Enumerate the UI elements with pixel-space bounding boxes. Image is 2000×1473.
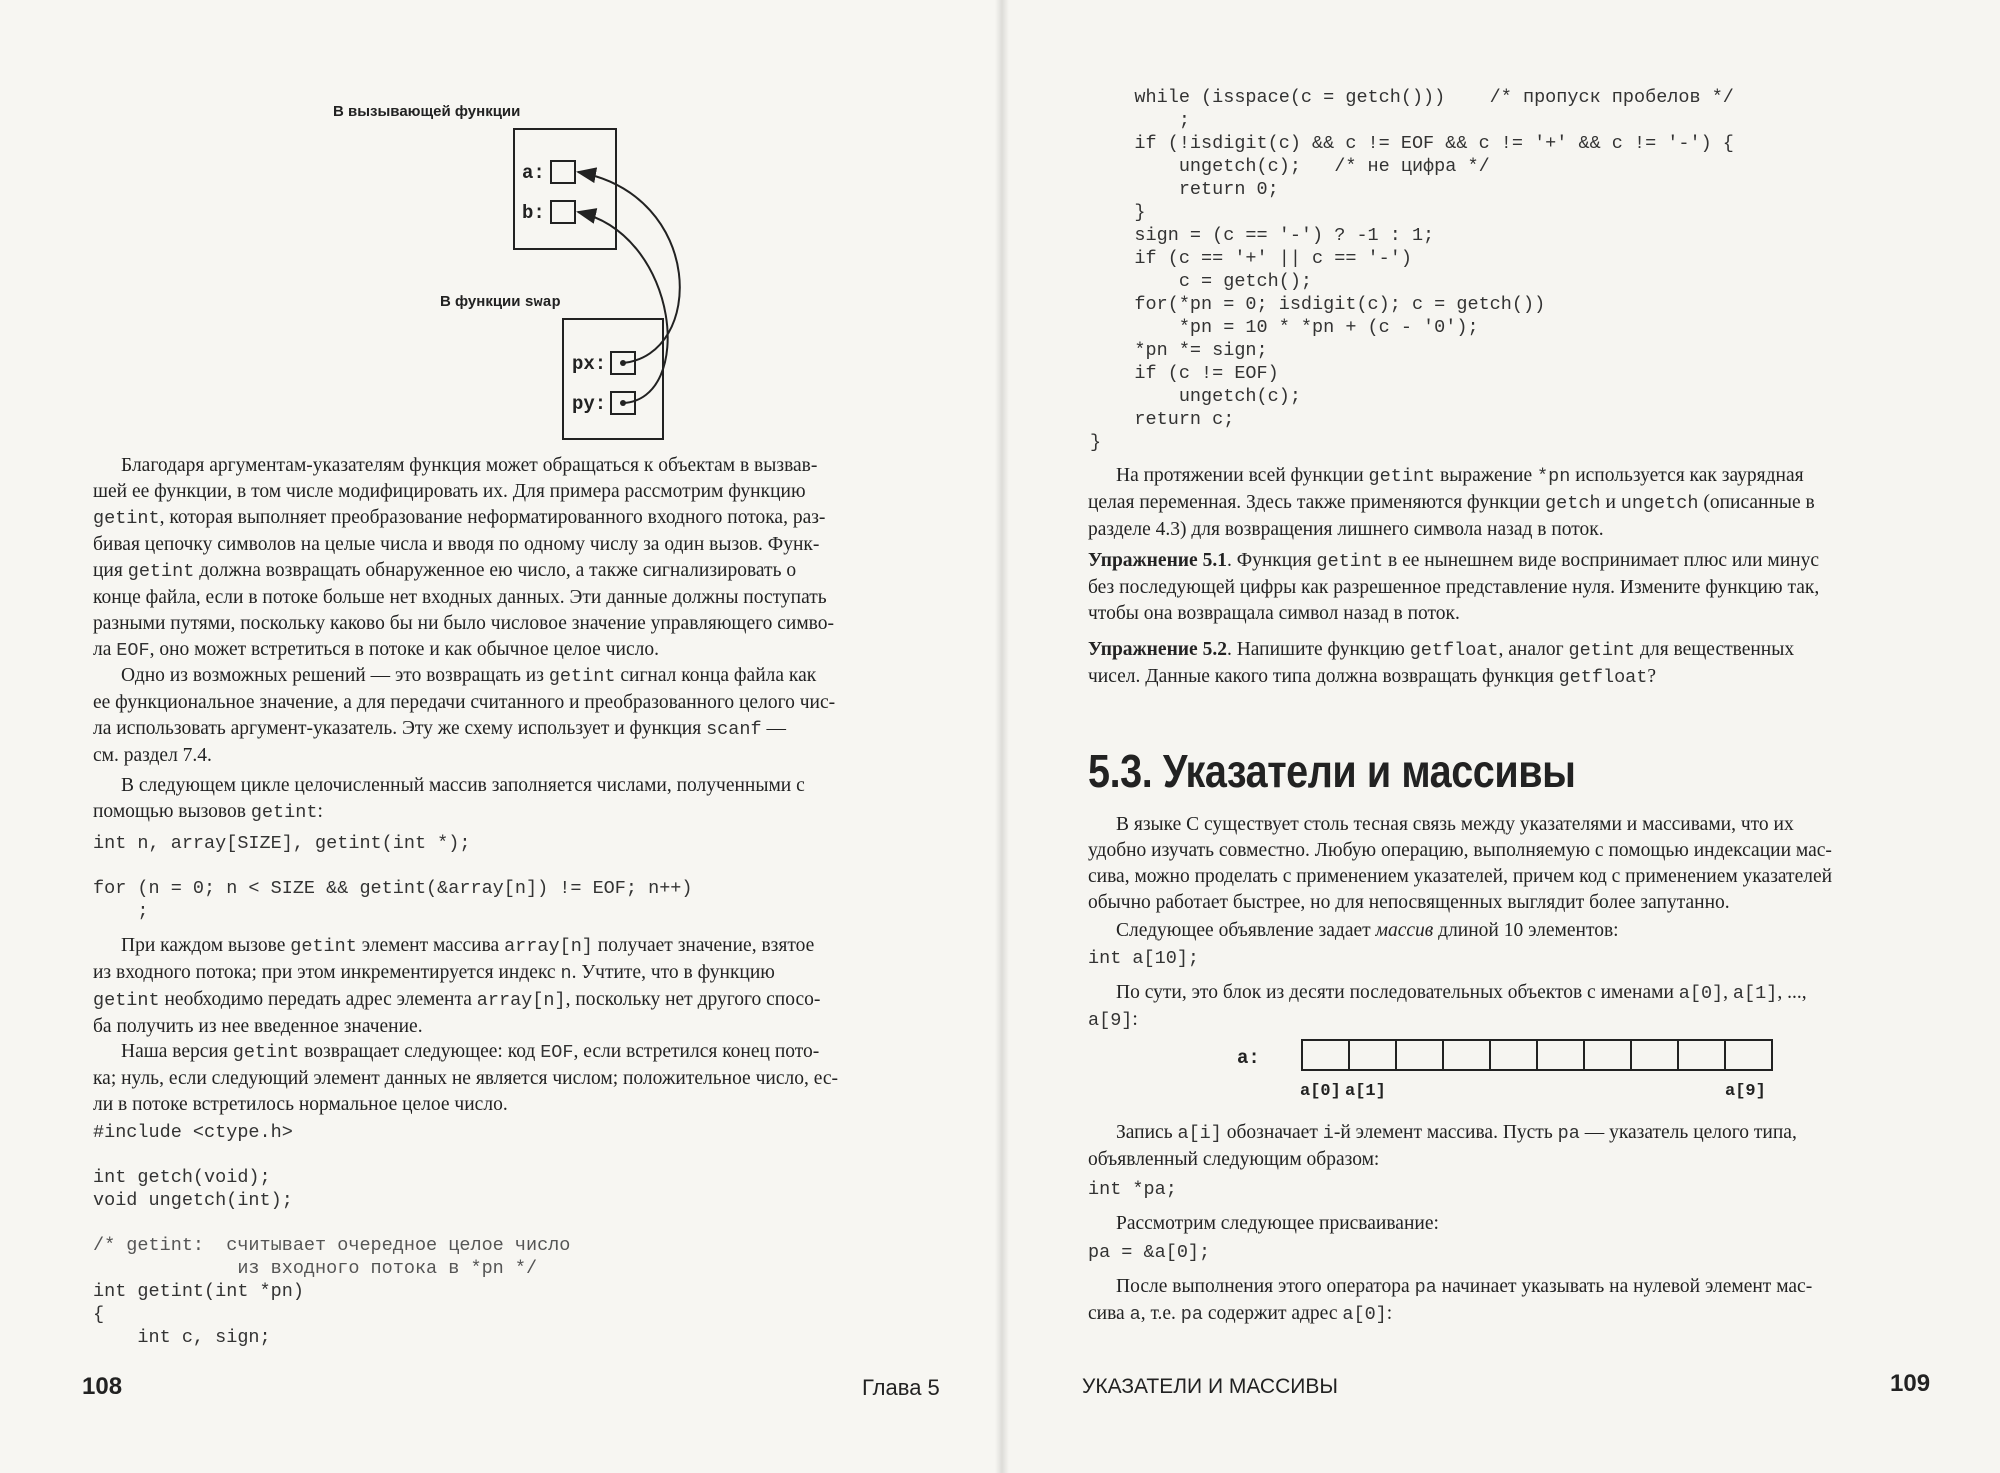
code-line: pa = &a[0]; [1088,1242,1211,1263]
array-cell [1584,1040,1631,1070]
paragraph-2 [93,663,931,769]
paragraph-9 [1088,980,1918,1034]
code-getint: getint [1568,640,1636,661]
text-span: , поскольку нет другого спосо- [565,989,821,1010]
text-line [93,933,931,960]
text-line: обычно работает быстрее, но для непосвященных выглядит более запутанно. [1088,892,1730,913]
text-line: Благодаря аргументам-указателям функция может обращаться к объектам в вызвав- [121,455,818,476]
paragraph-4 [93,933,931,1040]
code-line: if (c == '+' || c == '-') [1090,248,1412,269]
code-line: for (n = 0; n < SIZE && getint(&array[n]) != EOF; n++) [93,878,693,899]
code-line: int c, sign; [93,1327,271,1348]
text-span: Запись [1116,1122,1178,1143]
code-getint: getint [93,990,160,1011]
text-line: см. раздел 7.4. [93,745,212,766]
code-line: int getch(void); [93,1167,271,1188]
code-a: a [1129,1304,1141,1325]
array-cell [1678,1040,1725,1070]
text-line: ка; нуль, если следующий элемент данных не является числом; положительное число, ес- [93,1068,838,1089]
text-line: ли в потоке встретилось нормальное целое число. [93,1094,508,1115]
text-span: , аналог [1498,639,1569,660]
array-cell [1490,1040,1537,1070]
code-a0: a[0] [1678,983,1724,1004]
text-line [1088,1274,1918,1301]
text-span: целая переменная. Здесь также применяются функции [1088,492,1546,513]
code-getint: getint [232,1042,300,1063]
text-line [93,505,931,532]
text-span: Одно из возможных решений — это возвращать из [121,665,549,686]
text-line [1088,918,1918,944]
array-cell [1443,1040,1490,1070]
text-span: и [1600,492,1621,513]
code-getint: getint [1316,551,1384,572]
code-getint: getint [1368,466,1436,487]
code-line: int getint(int *pn) [93,1281,304,1302]
text-span: из входного потока; при этом инкрементируется индекс [93,962,561,983]
code-getint: getint [127,561,195,582]
code-comment-line: /* getint: считывает очередное целое число [93,1235,571,1256]
code-line: while (isspace(c = getch())) /* пропуск пробелов */ [1090,87,1734,108]
text-line [1088,637,1918,664]
exercise-5-1 [1088,548,1918,627]
array-cell [1725,1040,1772,1070]
code-line: } [1090,202,1146,223]
text-span: Следующее объявление задает [1116,920,1376,941]
paragraph-11 [1088,1211,1918,1237]
pointer-diagram [300,100,700,445]
text-span: выражение [1435,465,1538,486]
code-line: } [1090,432,1102,453]
code-eof: EOF [540,1042,574,1063]
paragraph-10 [1088,1120,1918,1173]
code-line: ; [1090,110,1190,131]
running-head-left: Глава 5 [862,1375,940,1400]
text-line: Рассмотрим следующее присваивание: [1116,1213,1439,1234]
text-span: (описанные в [1698,492,1815,513]
array-cell [1349,1040,1396,1070]
text-line: объявленный следующим образом: [1088,1149,1380,1170]
text-line: ее функциональное значение, а для передачи считанного и преобразованного целого чис- [93,692,836,713]
text-span: сива [1088,1303,1130,1324]
right-page [1000,0,2000,1473]
code-pa: pa [1557,1123,1580,1144]
text-span: ла [93,639,117,660]
text-line [93,1039,931,1066]
py-to-b-arrow [578,212,668,403]
array-first-label: a[0] [1300,1082,1341,1101]
text-line: разделе 4.3) для возвращения лишнего символа назад в поток. [1088,519,1604,540]
code-line: ungetch(c); /* не цифра */ [1090,156,1490,177]
array-cell [1302,1040,1349,1070]
exercise-title: Упражнение 5.2 [1088,639,1227,660]
text-line: без последующей цифры как разрешенное представление нуля. Измените функцию так, [1088,577,1820,598]
text-span: : [1132,1009,1138,1030]
code-line: int a[10]; [1088,948,1200,969]
text-span: используется как заурядная [1570,465,1804,486]
array-cell [1396,1040,1443,1070]
paragraph-5 [93,1039,931,1118]
text-line [1088,664,1918,691]
running-head-right: УКАЗАТЕЛИ И МАССИВЫ [1082,1375,1338,1398]
exercise-5-2 [1088,637,1918,691]
code-line: *pn = 10 * *pn + (c - '0'); [1090,317,1479,338]
text-line: сива, можно проделать с применением указателей, причем код с применением указателей [1088,866,1833,887]
text-line [1088,490,1918,517]
text-span: начинает указывать на нулевой элемент мас- [1436,1276,1813,1297]
text-span: , ..., [1777,982,1807,1003]
text-span: получает значение, взятое [592,935,815,956]
paragraph-6 [1088,463,1918,543]
text-span: При каждом вызове [121,935,291,956]
text-span: Наша версия [121,1041,233,1062]
text-span: По сути, это блок из десяти последовательных объектов с именами [1116,982,1679,1003]
code-pa: pa [1414,1277,1437,1298]
text-line [93,716,931,743]
array-cell [1631,1040,1678,1070]
emphasis: массив [1375,920,1434,941]
array-cell [1537,1040,1584,1070]
paragraph-7 [1088,812,1918,916]
text-line: разными путями, поскольку каково бы ни было числовое значение управляющего симво- [93,613,834,634]
text-line: В языке C существует столь тесная связь между указателями и массивами, что их [1116,814,1794,835]
text-line: В следующем цикле целочисленный массив заполняется числами, полученными с [121,775,805,796]
paragraph-3 [93,773,931,826]
code-line: int n, array[SIZE], getint(int *); [93,833,471,854]
book-spine-shadow [995,0,1009,1473]
array-last-label: a[9] [1725,1082,1766,1101]
text-span: ла использовать аргумент-указатель. Эту же схему использует и функция [93,718,707,739]
code-getfloat: getfloat [1558,667,1648,688]
paragraph-12 [1088,1274,1918,1328]
code-line: sign = (c == '-') ? -1 : 1; [1090,225,1435,246]
text-line [1088,1120,1918,1147]
code-i: i [1322,1123,1334,1144]
text-span: , если встретился конец пото- [573,1041,820,1062]
text-span: — [761,718,786,739]
text-span: содержит адрес [1203,1303,1343,1324]
text-span: , оно может встретиться в потоке и как обычное целое число. [149,639,659,660]
code-line: return c; [1090,409,1235,430]
text-span: На протяжении всей функции [1116,465,1369,486]
text-span: возвращает следующее: код [299,1041,541,1062]
code-getint: getint [290,936,357,957]
text-line [93,663,931,690]
code-line: return 0; [1090,179,1279,200]
text-span: : [317,801,323,822]
text-span: ция [93,560,128,581]
text-line: конце файла, если в потоке больше нет входных данных. Эти данные должны поступать [93,587,827,608]
text-span: помощью вызовов [93,801,251,822]
text-span: должна возвращать обнаруженное ею число, а также сигнализировать о [194,560,797,581]
code-line: if (!isdigit(c) && c != EOF && c != '+' && c != '-') { [1090,133,1734,154]
code-getch: getch [1545,493,1601,514]
array-cells [1000,1037,2000,1077]
code-line: { [93,1304,105,1325]
text-span: элемент массива [356,935,505,956]
text-span: , т.е. [1140,1303,1181,1324]
text-line [1088,463,1918,490]
text-span: в ее нынешнем виде воспринимает плюс или минус [1383,550,1820,571]
text-span: , [1723,982,1733,1003]
swap-label-name: swap [524,294,561,311]
text-line: шей ее функции, в том числе модифицировать их. Для примера рассмотрим функцию [93,481,806,502]
code-getint: getint [93,508,160,529]
code-line: for(*pn = 0; isdigit(c); c = getch()) [1090,294,1546,315]
code-line: c = getch(); [1090,271,1313,292]
text-span: После выполнения этого оператора [1116,1276,1415,1297]
text-span: — указатель целого типа, [1579,1122,1797,1143]
paragraph-1 [93,453,931,664]
swap-label-prefix: В функции [440,293,525,310]
text-line [1088,1301,1918,1328]
var-py-label: py: [572,393,607,415]
paragraph-8 [1088,918,1918,944]
code-line: *pn *= sign; [1090,340,1268,361]
page-number-right: 109 [1890,1370,1931,1397]
text-line [1088,548,1918,575]
code-eof: EOF [116,640,150,661]
text-line [93,637,931,664]
code-line: void ungetch(int); [93,1190,293,1211]
text-line [93,960,931,987]
text-line [1088,980,1918,1007]
text-span: : [1386,1303,1393,1324]
px-to-a-arrow [578,172,680,363]
code-array-n: array[n] [476,990,566,1011]
array-label: a: [1237,1047,1260,1069]
text-span: чисел. Данные какого типа должна возвращать функция [1088,666,1559,687]
text-span: . Напишите функцию [1226,639,1410,660]
array-diagram [1000,1030,2000,1120]
text-line [93,799,931,826]
text-line: ба получить из нее введенное значение. [93,1016,423,1037]
code-scanf: scanf [706,719,762,740]
code-getint: getint [548,666,616,687]
text-line [93,987,931,1014]
array-second-label: a[1] [1345,1082,1386,1101]
text-span: обозначает [1221,1122,1323,1143]
text-line [93,558,931,585]
code-pn: *pn [1537,466,1571,487]
code-a9: a[9] [1088,1010,1133,1031]
code-ai: a[i] [1177,1123,1222,1144]
code-getfloat: getfloat [1409,640,1499,661]
text-line: бивая цепочку символов на целые числа и вводя по одному числу за один вызов. Функ- [93,534,820,555]
code-line: int *pa; [1088,1179,1177,1200]
code-getint: getint [250,802,318,823]
var-px-label: px: [572,353,607,375]
text-span: -й элемент массива. Пусть [1333,1122,1558,1143]
text-line: чтобы она возвращала символ назад в поток. [1088,603,1460,624]
code-line: ; [93,901,149,922]
section-heading: 5.3. Указатели и массивы [1088,745,1576,797]
page-number-left: 108 [82,1373,123,1400]
code-line: #include <ctype.h> [93,1122,293,1143]
code-comment-line: из входного потока в *pn */ [93,1258,538,1279]
text-line: удобно изучать совместно. Любую операцию, выполняемую с помощью индексации мас- [1088,840,1832,861]
code-ungetch: ungetch [1620,493,1699,514]
text-span: . Функция [1226,550,1317,571]
code-pa: pa [1180,1304,1203,1325]
text-span: для вещественных [1635,639,1795,660]
pointer-arrows [300,100,700,445]
code-n: n [560,963,572,984]
exercise-title: Упражнение 5.1 [1088,550,1227,571]
text-span: необходимо передать адрес элемента [159,989,477,1010]
code-line: ungetch(c); [1090,386,1301,407]
text-span: сигнал конца файла как [615,665,817,686]
code-array-n: array[n] [504,936,593,957]
text-span: длиной 10 элементов: [1433,920,1619,941]
var-a-label: a: [522,162,545,184]
code-a1: a[1] [1732,983,1778,1004]
caller-label: В вызывающей функции [333,103,521,120]
text-span: , которая выполняет преобразование неформатированного входного потока, раз- [159,507,826,528]
code-line: if (c != EOF) [1090,363,1279,384]
code-a0: a[0] [1342,1304,1387,1325]
var-b-label: b: [522,202,545,224]
text-span: . Учтите, что в функцию [571,962,775,983]
text-span: ? [1647,666,1657,687]
